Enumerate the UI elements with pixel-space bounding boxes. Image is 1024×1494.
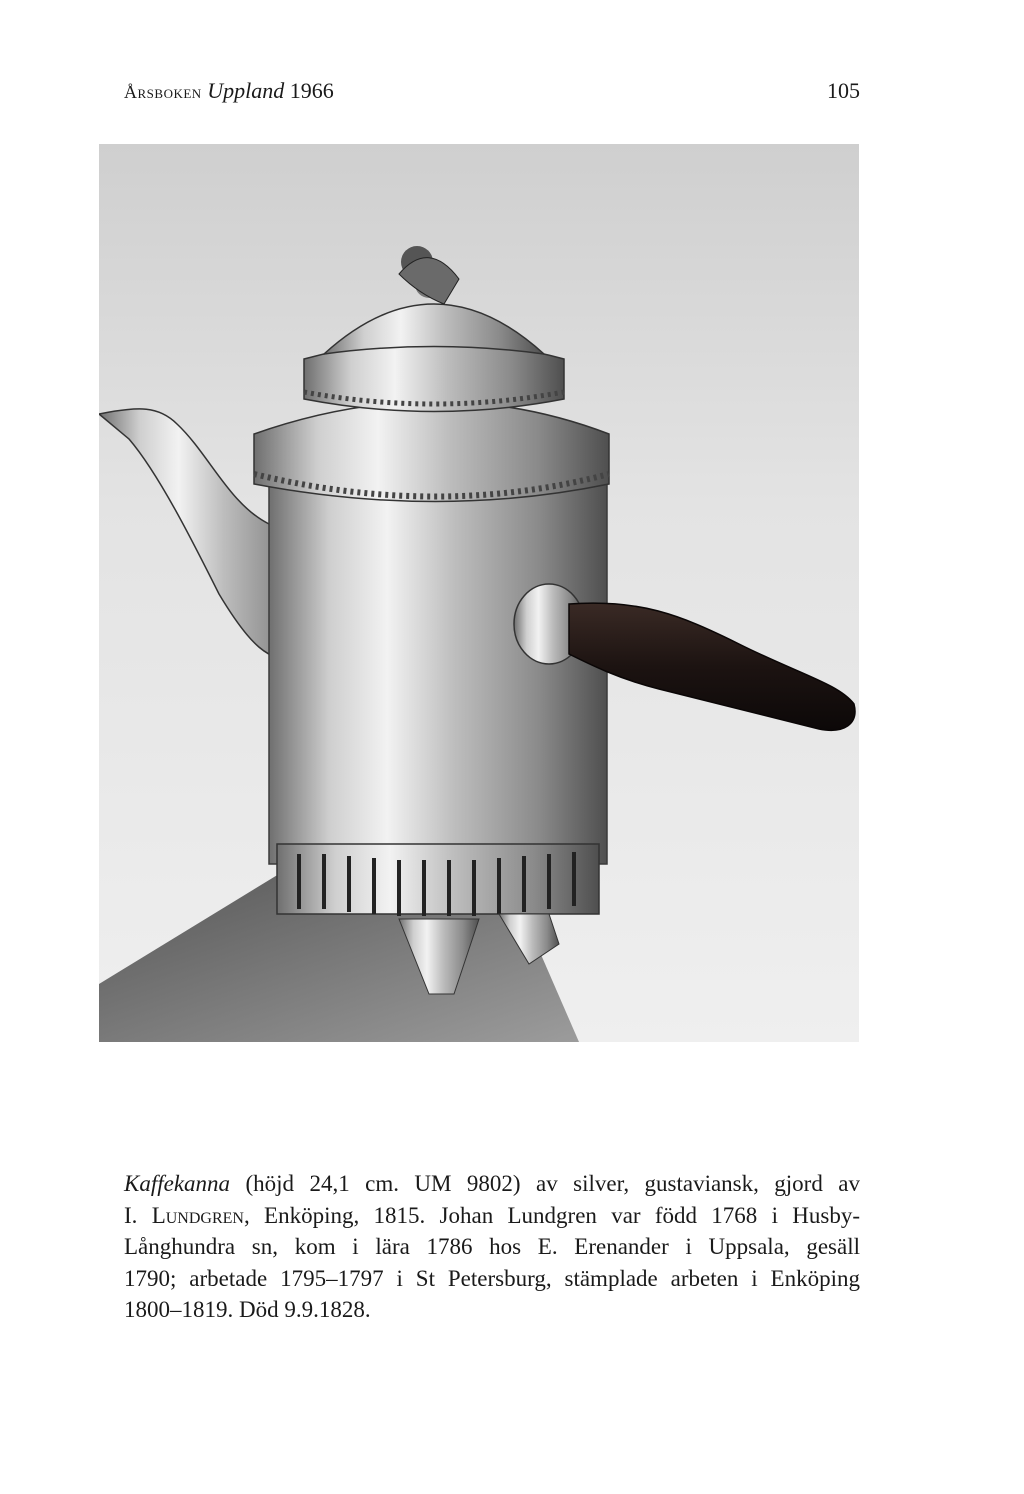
coffee-pot-illustration [99,144,859,1042]
figure-caption [124,1168,860,1326]
running-header [124,78,860,114]
publication-smallcaps: Årsboken [124,82,202,102]
caption-maker-name: Lundgren [151,1202,244,1228]
caption-line-1-text: (höjd 24,1 cm. UM 9802) av silver, gustaviansk, gjord av [230,1171,860,1196]
caption-object-name: Kaffekanna [124,1171,231,1196]
publication-title [124,78,334,104]
caption-line-4: 1790; arbetade 1795–1797 i St Petersburg, stämplade arbeten i Enköping [124,1265,860,1291]
publication-year: 1966 [289,78,334,103]
publication-italic: Uppland [207,78,285,103]
caption-line-1 [124,1168,860,1200]
page-number: 105 [827,78,860,103]
caption-line-5: 1800–1819. Död 9.9.1828. [124,1297,371,1322]
caption-maker-initial: I. [124,1202,152,1228]
caption-line-2-text: , Enköping, 1815. Johan Lundgren var född 1768 i Husby- [243,1202,860,1228]
coffee-pot-photograph [99,144,859,1042]
caption-line-2 [124,1200,860,1232]
caption-line-3: Långhundra sn, kom i lära 1786 hos E. Erenander i Uppsala, gesäll [124,1234,860,1259]
